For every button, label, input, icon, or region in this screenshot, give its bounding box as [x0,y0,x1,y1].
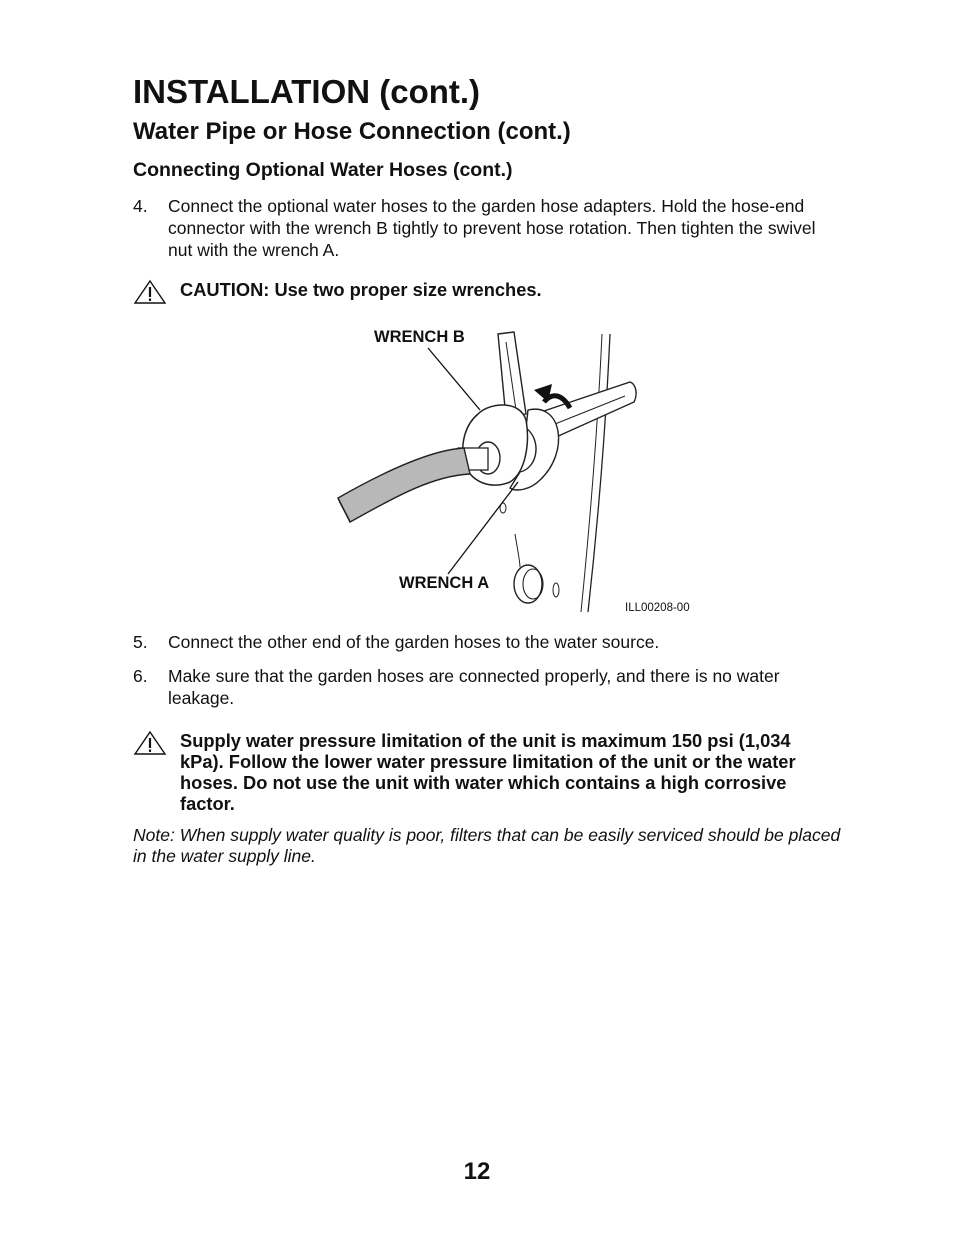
step-number: 5. [133,632,148,652]
step-number: 4. [133,196,148,216]
warning-triangle-icon [133,279,167,310]
illustration-code: ILL00208-00 [625,602,690,614]
page-title: INSTALLATION (cont.) [133,73,481,110]
warning-triangle-icon [133,730,167,761]
step-4 [133,195,839,261]
wrench-illustration [330,322,710,622]
step-text: Connect the optional water hoses to the garden hose adapters. Hold the hose-end connector with the wrench B tightly to prevent hose rotation. Then tighten the swivel nut with the wrench A. [168,196,816,260]
wrench-hose-diagram [330,322,710,622]
caution-text: Supply water pressure limitation of the unit is maximum 150 psi (1,034 kPa). Follow the lower water pressure limitation of the unit or the water hoses. Do not use the unit with water which contains a high corrosive factor. [180,730,796,814]
section-heading: Water Pipe or Hose Connection (cont.) [133,118,571,145]
note-text: Note: When supply water quality is poor, filters that can be easily serviced should be placed in the water supply line. [133,825,841,866]
wrench-a-label: WRENCH A [399,574,490,592]
step-5 [133,631,839,653]
wrench-b-label: WRENCH B [374,328,465,346]
step-text: Connect the other end of the garden hoses to the water source. [168,632,660,652]
step-number: 6. [133,666,148,686]
caution-pressure [133,730,839,814]
caution-wrenches [133,279,839,300]
step-6 [133,665,839,709]
step-text: Make sure that the garden hoses are connected properly, and there is no water leakage. [168,666,780,708]
subsection-heading: Connecting Optional Water Hoses (cont.) [133,159,513,181]
caution-text: CAUTION: Use two proper size wrenches. [180,279,542,300]
page-number: 12 [463,1158,491,1185]
